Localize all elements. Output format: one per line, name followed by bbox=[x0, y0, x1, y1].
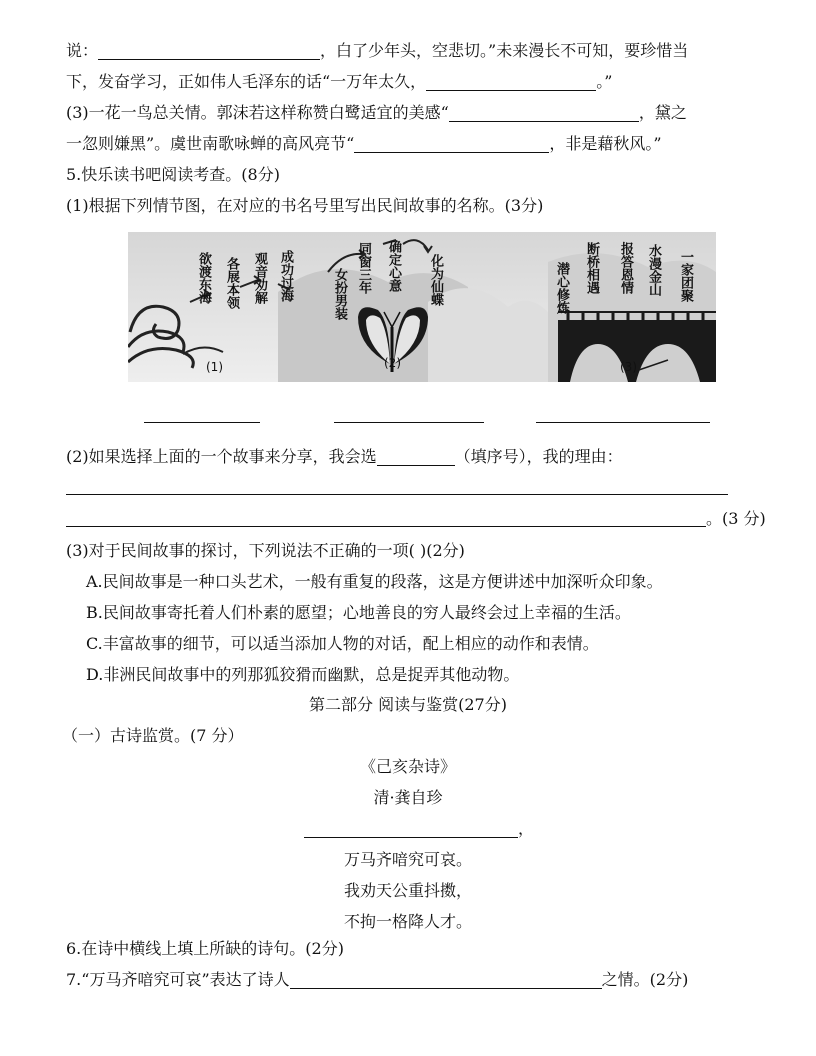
q4-line-3 bbox=[66, 102, 687, 124]
q7-answer-blank[interactable] bbox=[290, 970, 602, 989]
option-a[interactable]: A.民间故事是一种口头艺术，一般有重复的段落，这是方便讲述中加深听众印象。 bbox=[86, 572, 663, 591]
option-d[interactable]: D.非洲民间故事中的列那狐狡猾而幽默，总是捉弄其他动物。 bbox=[86, 665, 520, 684]
q5-sub2-text: (2)如果选择上面的一个故事来分享，我会选 bbox=[66, 447, 377, 466]
story-name-blank-1[interactable] bbox=[144, 422, 260, 423]
plot-label: 同窗三年 bbox=[356, 242, 371, 294]
answer-blank[interactable] bbox=[354, 134, 549, 153]
choice-number-blank[interactable] bbox=[377, 447, 455, 466]
option-b[interactable]: B.民间故事寄托着人们朴素的愿望；心地善良的穷人最终会过上幸福的生活。 bbox=[86, 603, 631, 622]
poem-line: 不拘一格降人才。 bbox=[343, 912, 472, 931]
panel-number: (2) bbox=[384, 356, 401, 370]
answer-blank[interactable] bbox=[449, 103, 639, 122]
q7 bbox=[66, 969, 688, 991]
q5-sub2-end: 。(3 分) bbox=[706, 509, 766, 528]
q5-title: 5.快乐读书吧阅读考查。(8分) bbox=[66, 165, 280, 184]
panel-number: (3) bbox=[620, 360, 637, 374]
plot-label: 成功过海 bbox=[278, 250, 293, 302]
folk-story-plot-illustration bbox=[128, 232, 716, 382]
plot-label: 观音劝解 bbox=[252, 252, 267, 304]
q4-line-4-text: 一忽则嫌黑”。虞世南歌咏蝉的高风亮节“ bbox=[66, 134, 355, 153]
q4-line-1-text: 说： bbox=[66, 41, 99, 60]
q4-line-4-text-end: ，非是藉秋风。” bbox=[549, 134, 662, 153]
poem-line: 万马齐喑究可哀。 bbox=[343, 850, 472, 869]
plot-label: 确定心意 bbox=[386, 240, 401, 292]
q4-line-2-text: 下，发奋学习，正如伟人毛泽东的话“一万年太久， bbox=[66, 72, 427, 91]
poem-author: 清·龚自珍 bbox=[373, 788, 443, 807]
plot-label: 欲渡东海 bbox=[196, 252, 211, 304]
reason-blank-line-2[interactable] bbox=[66, 526, 706, 527]
q4-line-1 bbox=[66, 40, 688, 62]
story-name-blank-3[interactable] bbox=[536, 422, 710, 423]
q4-line-4 bbox=[66, 133, 662, 155]
q6: 6.在诗中横线上填上所缺的诗句。(2分) bbox=[66, 939, 344, 958]
q4-line-3-text-end: ，黛之 bbox=[638, 103, 687, 122]
story-name-blank-2[interactable] bbox=[334, 422, 484, 423]
q4-line-3-text: (3)一花一鸟总关情。郭沫若这样称赞白鹭适宜的美感“ bbox=[66, 103, 449, 122]
panel-number: (1) bbox=[206, 360, 223, 374]
answer-blank[interactable] bbox=[426, 72, 596, 91]
plot-label: 潜心修炼 bbox=[554, 262, 569, 314]
q5-sub1: (1)根据下列情节图，在对应的书名号里写出民间故事的名称。(3分) bbox=[66, 196, 544, 215]
section1-title: （一）古诗监赏。(7 分） bbox=[62, 726, 244, 745]
plot-label: 女扮男装 bbox=[332, 268, 347, 320]
poem-line: 我劝天公重抖擞， bbox=[343, 881, 472, 900]
poem-title: 《己亥杂诗》 bbox=[359, 757, 456, 776]
plot-label: 断桥相遇 bbox=[584, 242, 599, 294]
q5-sub2-text-end: （填序号），我的理由： bbox=[454, 447, 623, 466]
plot-label: 一家团聚 bbox=[678, 250, 693, 302]
poem-missing-line-blank[interactable] bbox=[304, 819, 518, 838]
q4-line-2-text-end: 。” bbox=[596, 72, 613, 91]
q5-sub2 bbox=[66, 446, 623, 468]
q5-sub3: (3)对于民间故事的探讨，下列说法不正确的一项( )(2分) bbox=[66, 541, 465, 560]
reason-blank-line-1[interactable] bbox=[66, 494, 728, 495]
q7-text-end: 之情。(2分) bbox=[601, 970, 689, 989]
plot-label: 报答恩情 bbox=[618, 242, 633, 294]
q7-text: 7.“万马齐喑究可哀”表达了诗人 bbox=[66, 970, 290, 989]
q4-line-1-text-end: ，白了少年头，空悲切。”未来漫长不可知，要珍惜当 bbox=[320, 41, 689, 60]
plot-label: 化为仙蝶 bbox=[428, 254, 443, 306]
part2-title: 第二部分 阅读与鉴赏(27分) bbox=[309, 695, 507, 714]
plot-label: 各展本领 bbox=[224, 257, 239, 309]
poem-blank-line bbox=[304, 818, 534, 840]
q4-line-2 bbox=[66, 71, 612, 93]
poem-blank-comma: ， bbox=[518, 819, 535, 838]
plot-label: 水漫金山 bbox=[646, 244, 661, 296]
option-c[interactable]: C.丰富故事的细节，可以适当添加人物的对话，配上相应的动作和表情。 bbox=[86, 634, 599, 653]
answer-blank[interactable] bbox=[98, 41, 320, 60]
